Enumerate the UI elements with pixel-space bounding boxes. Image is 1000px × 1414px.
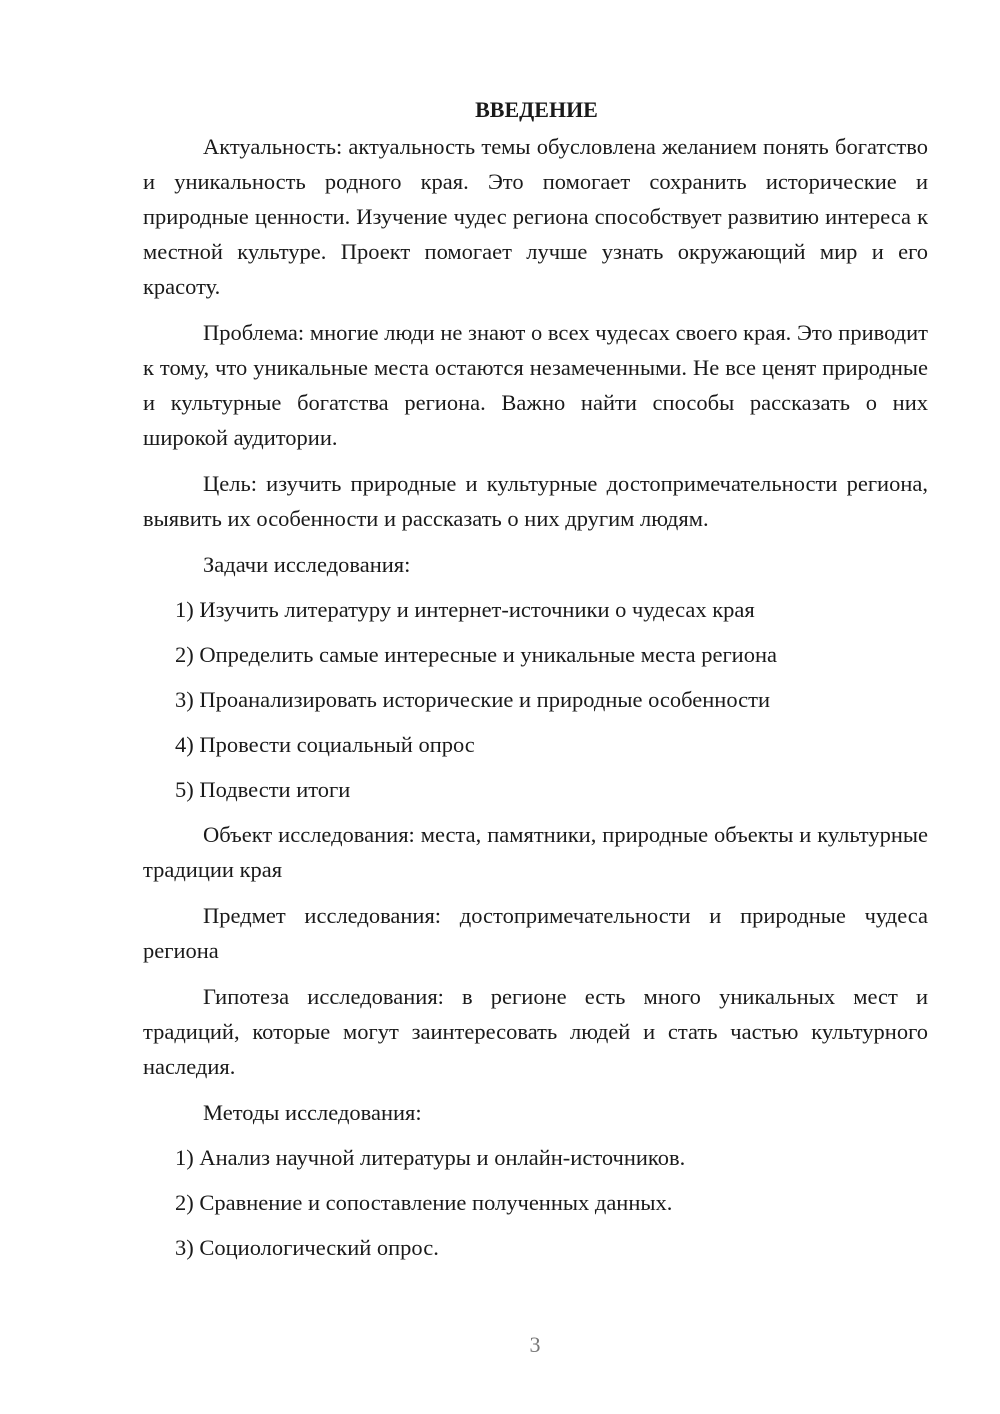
section-heading: ВВЕДЕНИЕ: [475, 97, 598, 122]
method-item: 2) Сравнение и сопоставление полученных данных.: [175, 1190, 673, 1215]
task-item: 1) Изучить литературу и интернет-источники о чудесах края: [175, 597, 755, 622]
task-item: 5) Подвести итоги: [175, 777, 351, 802]
tasks-title: Задачи исследования:: [203, 552, 411, 577]
goal-paragraph: Цель: изучить природные и культурные достопримечательности региона, выявить их особенности и рассказать о них другим людям.: [143, 471, 928, 531]
object-paragraph: Объект исследования: места, памятники, природные объекты и культурные традиции края: [143, 822, 928, 882]
method-item: 1) Анализ научной литературы и онлайн-источников.: [175, 1145, 686, 1170]
task-item: 2) Определить самые интересные и уникальные места региона: [175, 642, 777, 667]
relevance-paragraph: Актуальность: актуальность темы обусловлена желанием понять богатство и уникальность родного края. Это помогает сохранить исторические и природные ценности. Изучение чудес региона способствует развитию интереса к местной культуре. Проект помогает лучше узнать окружающий мир и его красоту.: [143, 134, 928, 299]
page-number: 3: [529, 1332, 541, 1357]
methods-title: Методы исследования:: [203, 1100, 422, 1125]
subject-paragraph: Предмет исследования: достопримечательности и природные чудеса региона: [143, 903, 928, 963]
task-item: 4) Провести социальный опрос: [175, 732, 475, 757]
problem-paragraph: Проблема: многие люди не знают о всех чудесах своего края. Это приводит к тому, что уникальные места остаются незамеченными. Не все ценят природные и культурные богатства региона. Важно найти способы рассказать о них широкой аудитории.: [143, 320, 928, 450]
method-item: 3) Социологический опрос.: [175, 1235, 439, 1260]
document-page: [143, 92, 928, 1275]
task-item: 3) Проанализировать исторические и природные особенности: [175, 687, 771, 712]
hypothesis-paragraph: Гипотеза исследования: в регионе есть много уникальных мест и традиций, которые могут заинтересовать людей и стать частью культурного наследия.: [143, 984, 928, 1079]
